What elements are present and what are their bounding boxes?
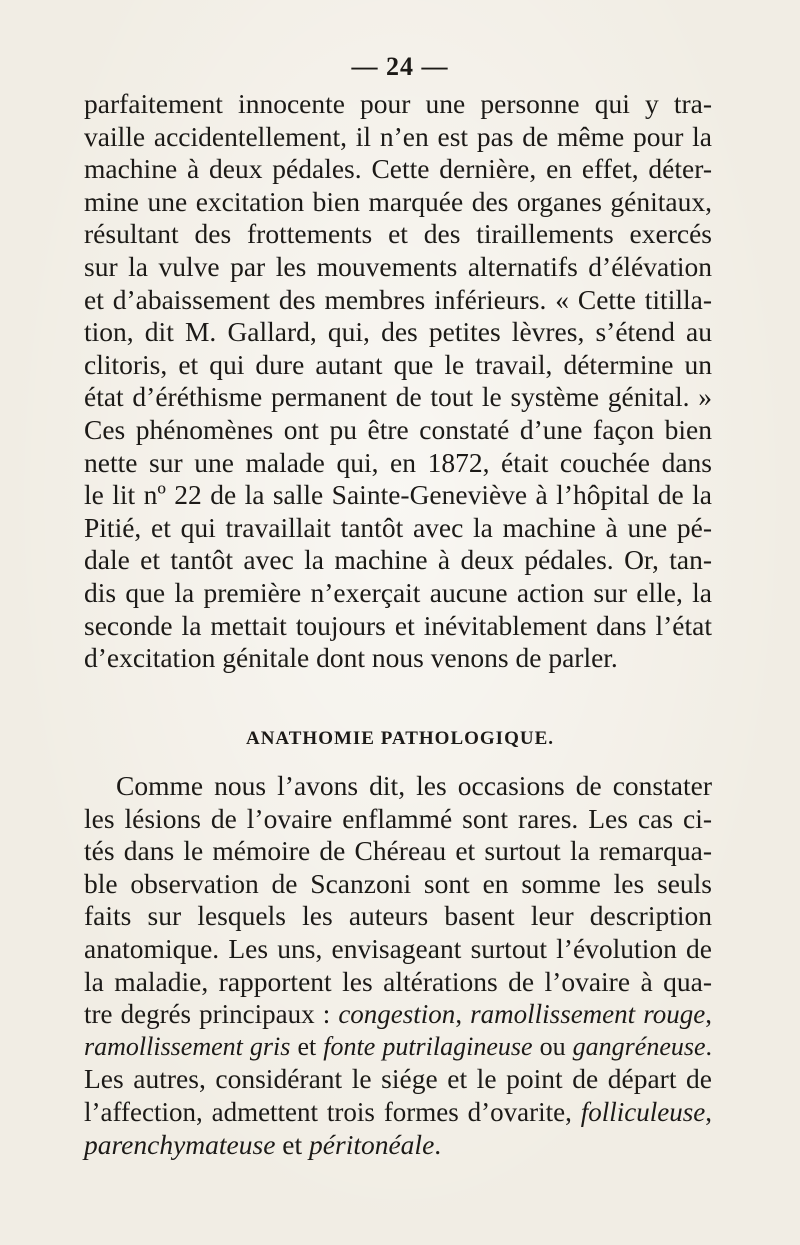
text-line: Pitié, et qui travaillait tantôt avec la machine à une pé-	[84, 511, 712, 543]
text-line: faits sur lesquels les auteurs basent leur description	[84, 900, 712, 932]
text-line	[84, 1096, 712, 1129]
text-line: ble observation de Scanzoni sont en somme les seuls	[84, 867, 712, 899]
italic-term: gangréneuse	[572, 1031, 706, 1061]
text-line: seconde la mettait toujours et inévitablement dans l’état	[84, 609, 712, 641]
text-line: les lésions de l’ovaire enflammé sont rares. Les cas ci-	[84, 802, 712, 834]
text-line: clitoris, et qui dure autant que le travail, détermine un	[84, 348, 712, 380]
italic-term: parenchymateuse	[84, 1128, 276, 1160]
text-line: vaille accidentellement, il n’en est pas de même pour la	[84, 120, 712, 152]
paragraph-1	[84, 88, 712, 675]
text-line: anatomique. Les uns, envisageant surtout l’évolution de	[84, 932, 712, 964]
text-line: tés dans le mémoire de Chéreau et surtout la remarqua-	[84, 835, 712, 867]
text-line	[84, 1031, 712, 1064]
text-run: ou	[532, 1031, 573, 1061]
italic-term: fonte putrilagineuse	[323, 1031, 533, 1061]
text-line: Comme nous l’avons dit, les occasions de constater	[116, 770, 712, 801]
text-line: Ces phénomènes ont pu être constaté d’une façon bien	[84, 413, 712, 445]
text-line: machine à deux pédales. Cette dernière, en effet, déter-	[84, 153, 712, 185]
text-line: résultant des frottements et des tiraillements exercés	[84, 218, 712, 250]
text-run: ,	[705, 1096, 712, 1127]
text-line: nette sur une malade qui, en 1872, était couchée dans	[84, 446, 712, 478]
text-line: tion, dit M. Gallard, qui, des petites lèvres, s’étend au	[84, 316, 712, 348]
italic-term: péritonéale	[309, 1128, 435, 1160]
text-line: sur la vulve par les mouvements alternatifs d’élévation	[84, 250, 712, 282]
text-line: dis que la première n’exerçait aucune action sur elle, la	[84, 576, 712, 608]
text-run: tre degrés principaux :	[84, 999, 339, 1030]
text-line: parfaitement innocente pour une personne qui y tra-	[84, 88, 712, 119]
text-line	[84, 998, 712, 1031]
text-run: .	[434, 1128, 442, 1160]
italic-term: congestion	[338, 999, 456, 1030]
italic-term: folliculeuse	[580, 1096, 706, 1127]
italic-term: ramollissement gris	[84, 1031, 291, 1061]
text-line: la maladie, rapportent les altérations de l’ovaire à qua-	[84, 965, 712, 997]
text-run: et	[290, 1031, 324, 1061]
text-line: dale et tantôt avec la machine à deux pédales. Or, tan-	[84, 544, 712, 576]
italic-term: ramollissement rouge	[470, 999, 706, 1030]
text-line: et d’abaissement des membres inférieurs. « Cette titilla-	[84, 283, 712, 315]
text-line	[84, 1129, 712, 1162]
section-heading: ANATHOMIE PATHOLOGIQUE.	[245, 728, 555, 749]
text-run: ,	[705, 999, 713, 1030]
text-run: et	[275, 1128, 310, 1160]
text-line: d’excitation génitale dont nous venons de parler.	[84, 642, 618, 674]
page-number: — 24 —	[351, 52, 449, 81]
text-run: .	[705, 1031, 713, 1061]
text-run: l’affection, admettent trois formes d’ovarite,	[84, 1096, 581, 1127]
text-line: le lit nº 22 de la salle Sainte-Geneviève à l’hôpital de la	[84, 479, 712, 511]
paragraph-2	[84, 770, 712, 1161]
text-line: état d’éréthisme permanent de tout le système génital. »	[84, 381, 712, 413]
text-line: mine une excitation bien marquée des organes génitaux,	[84, 185, 712, 217]
text-line: Les autres, considérant le siége et le point de départ de	[84, 1063, 712, 1095]
text-run: ,	[455, 999, 471, 1030]
